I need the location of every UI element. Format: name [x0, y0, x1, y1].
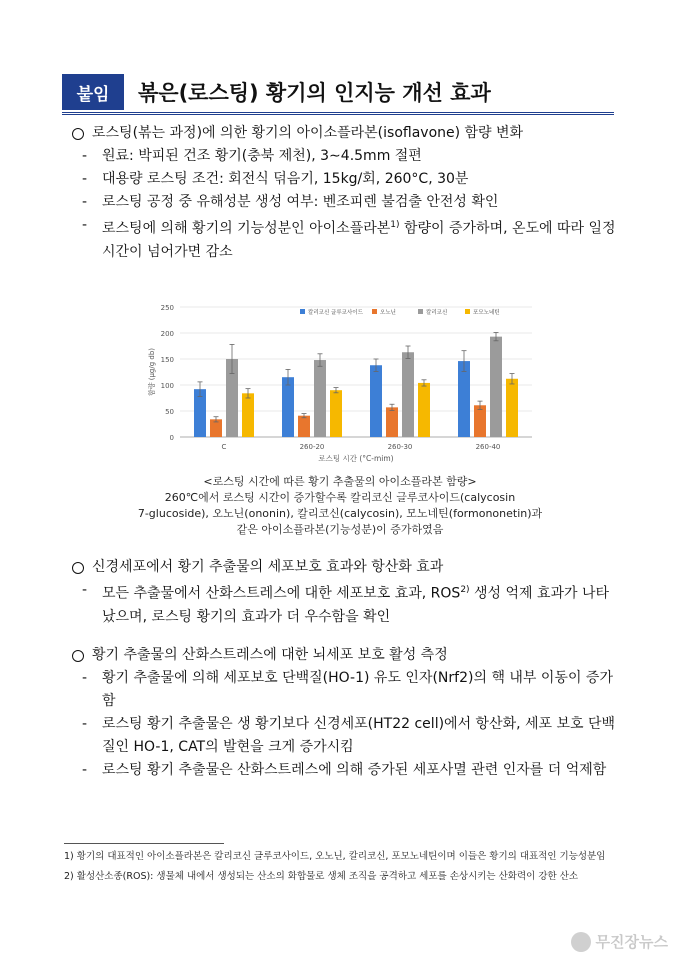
footnote-divider	[64, 843, 224, 844]
section-isoflavone	[72, 122, 632, 264]
bar	[282, 377, 294, 437]
section1-heading	[72, 122, 632, 145]
bullet-circle-icon	[72, 650, 84, 662]
list-item: - 원료: 박피된 건조 황기(충북 제천), 3∼4.5mm 절편	[82, 148, 422, 164]
x-tick-label: 260-30	[387, 443, 413, 451]
y-tick-label: 150	[160, 356, 174, 364]
bullet-circle-icon	[72, 562, 84, 574]
y-tick-label: 250	[160, 304, 174, 312]
list-item: - 황기 추출물에 의해 세포보호 단백질(HO-1) 유도 인자(Nrf2)의 핵 내부 이동이 증가함	[82, 670, 613, 709]
caption-line: 260℃에서 로스팅 시간이 증가할수록 칼리코신 글루코사이드(calycosin	[164, 491, 516, 504]
list-item: - 대용량 로스팅 조건: 회전식 덖음기, 15kg/회, 260°C, 30분	[82, 171, 469, 187]
chart-caption	[60, 474, 620, 538]
y-tick-label: 0	[169, 434, 174, 442]
bar	[330, 390, 342, 437]
watermark: 무진장뉴스	[571, 931, 668, 952]
list-item: - 로스팅 황기 추출물은 생 황기보다 신경세포(HT22 cell)에서 항산화, 세포 보호 단백질인 HO-1, CAT의 발현을 크게 증가시킴	[82, 716, 616, 755]
footnote-2: 2) 활성산소종(ROS): 생물체 내에서 생성되는 산소의 화합물로 생체 조직을 공격하고 세포를 손상시키는 산화력이 강한 산소	[64, 871, 579, 882]
list-item: - 모든 추출물에서 산화스트레스에 대한 세포보호 효과, ROS$^{2)}$ 생성 억제 효과가 나타났으며, 로스팅 황기의 효과가 더 우수함을 확인	[82, 582, 610, 625]
footnote-1: 1) 황기의 대표적인 아이소플라본은 칼리코신 글루코사이드, 오노닌, 칼리코신, 포모노네틴이며 이들은 황기의 대표적인 기능성분임	[64, 851, 606, 862]
bar	[242, 393, 254, 437]
bar	[490, 337, 502, 437]
chart-svg	[140, 295, 540, 467]
section-brain-cell	[72, 644, 632, 782]
list-item: - 로스팅에 의해 황기의 기능성분인 아이소플라본$^{1)}$ 함량이 증가하며, 온도에 따라 일정 시간이 넘어가면 감소	[82, 217, 616, 260]
list-item: - 로스팅 공정 중 유해성분 생성 여부: 벤조피렌 불검출 안전성 확인	[82, 194, 499, 210]
bar	[314, 360, 326, 437]
legend-swatch	[372, 309, 377, 314]
y-tick-label: 100	[160, 382, 174, 390]
title-underline	[62, 112, 614, 115]
caption-line: 같은 아이소플라본(기능성분)이 증가하였음	[236, 523, 444, 536]
list-item: - 로스팅 황기 추출물은 산화스트레스에 의해 증가된 세포사멸 관련 인자를 더 억제함	[82, 762, 607, 778]
x-tick-label: 260-20	[299, 443, 325, 451]
chart-background	[140, 295, 540, 467]
legend-swatch	[418, 309, 423, 314]
section3-heading: 황기 추출물의 산화스트레스에 대한 뇌세포 보호 활성 측정	[72, 644, 632, 667]
x-axis-label: 로스팅 시간 (°C-mim)	[318, 454, 394, 463]
y-tick-label: 50	[165, 408, 174, 416]
page-title: 볶은(로스팅) 황기의 인지능 개선 효과	[138, 81, 491, 105]
bar	[402, 352, 414, 437]
x-tick-label: 260-40	[475, 443, 501, 451]
caption-title: <로스팅 시간에 따른 황기 추출물의 아이소플라본 함량>	[203, 475, 477, 488]
caption-line: 7-glucoside), 오노닌(ononin), 칼리코신(calycosin), 모노네틴(formononetin)과	[137, 507, 543, 520]
bar	[386, 407, 398, 437]
bar	[506, 379, 518, 437]
legend-swatch	[465, 309, 470, 314]
bar	[370, 365, 382, 437]
legend-label: 칼리코신	[426, 310, 448, 316]
bar	[474, 405, 486, 437]
section1-heading-text: 로스팅(볶는 과정)에 의한 황기의 아이소플라본(isoflavone) 함량 변화	[92, 125, 524, 141]
isoflavone-bar-chart	[140, 295, 540, 467]
section2-heading: 신경세포에서 황기 추출물의 세포보호 효과와 항산화 효과	[72, 556, 632, 579]
legend-label: 칼리코신 글루코사이드	[308, 310, 363, 316]
legend-label: 오노닌	[380, 310, 396, 316]
attachment-badge: 붙임	[62, 74, 124, 110]
y-tick-label: 200	[160, 330, 174, 338]
legend-swatch	[300, 309, 305, 314]
bar	[298, 416, 310, 437]
x-tick-label: C	[221, 443, 227, 451]
bar	[418, 383, 430, 437]
bullet-circle-icon	[72, 128, 84, 140]
y-axis-label: 함량 (µg/g db)	[148, 347, 156, 397]
section-neuroprotection	[72, 556, 632, 629]
bar	[458, 361, 470, 437]
watermark-logo-icon	[571, 932, 591, 952]
legend-label: 포모노네틴	[473, 310, 500, 316]
